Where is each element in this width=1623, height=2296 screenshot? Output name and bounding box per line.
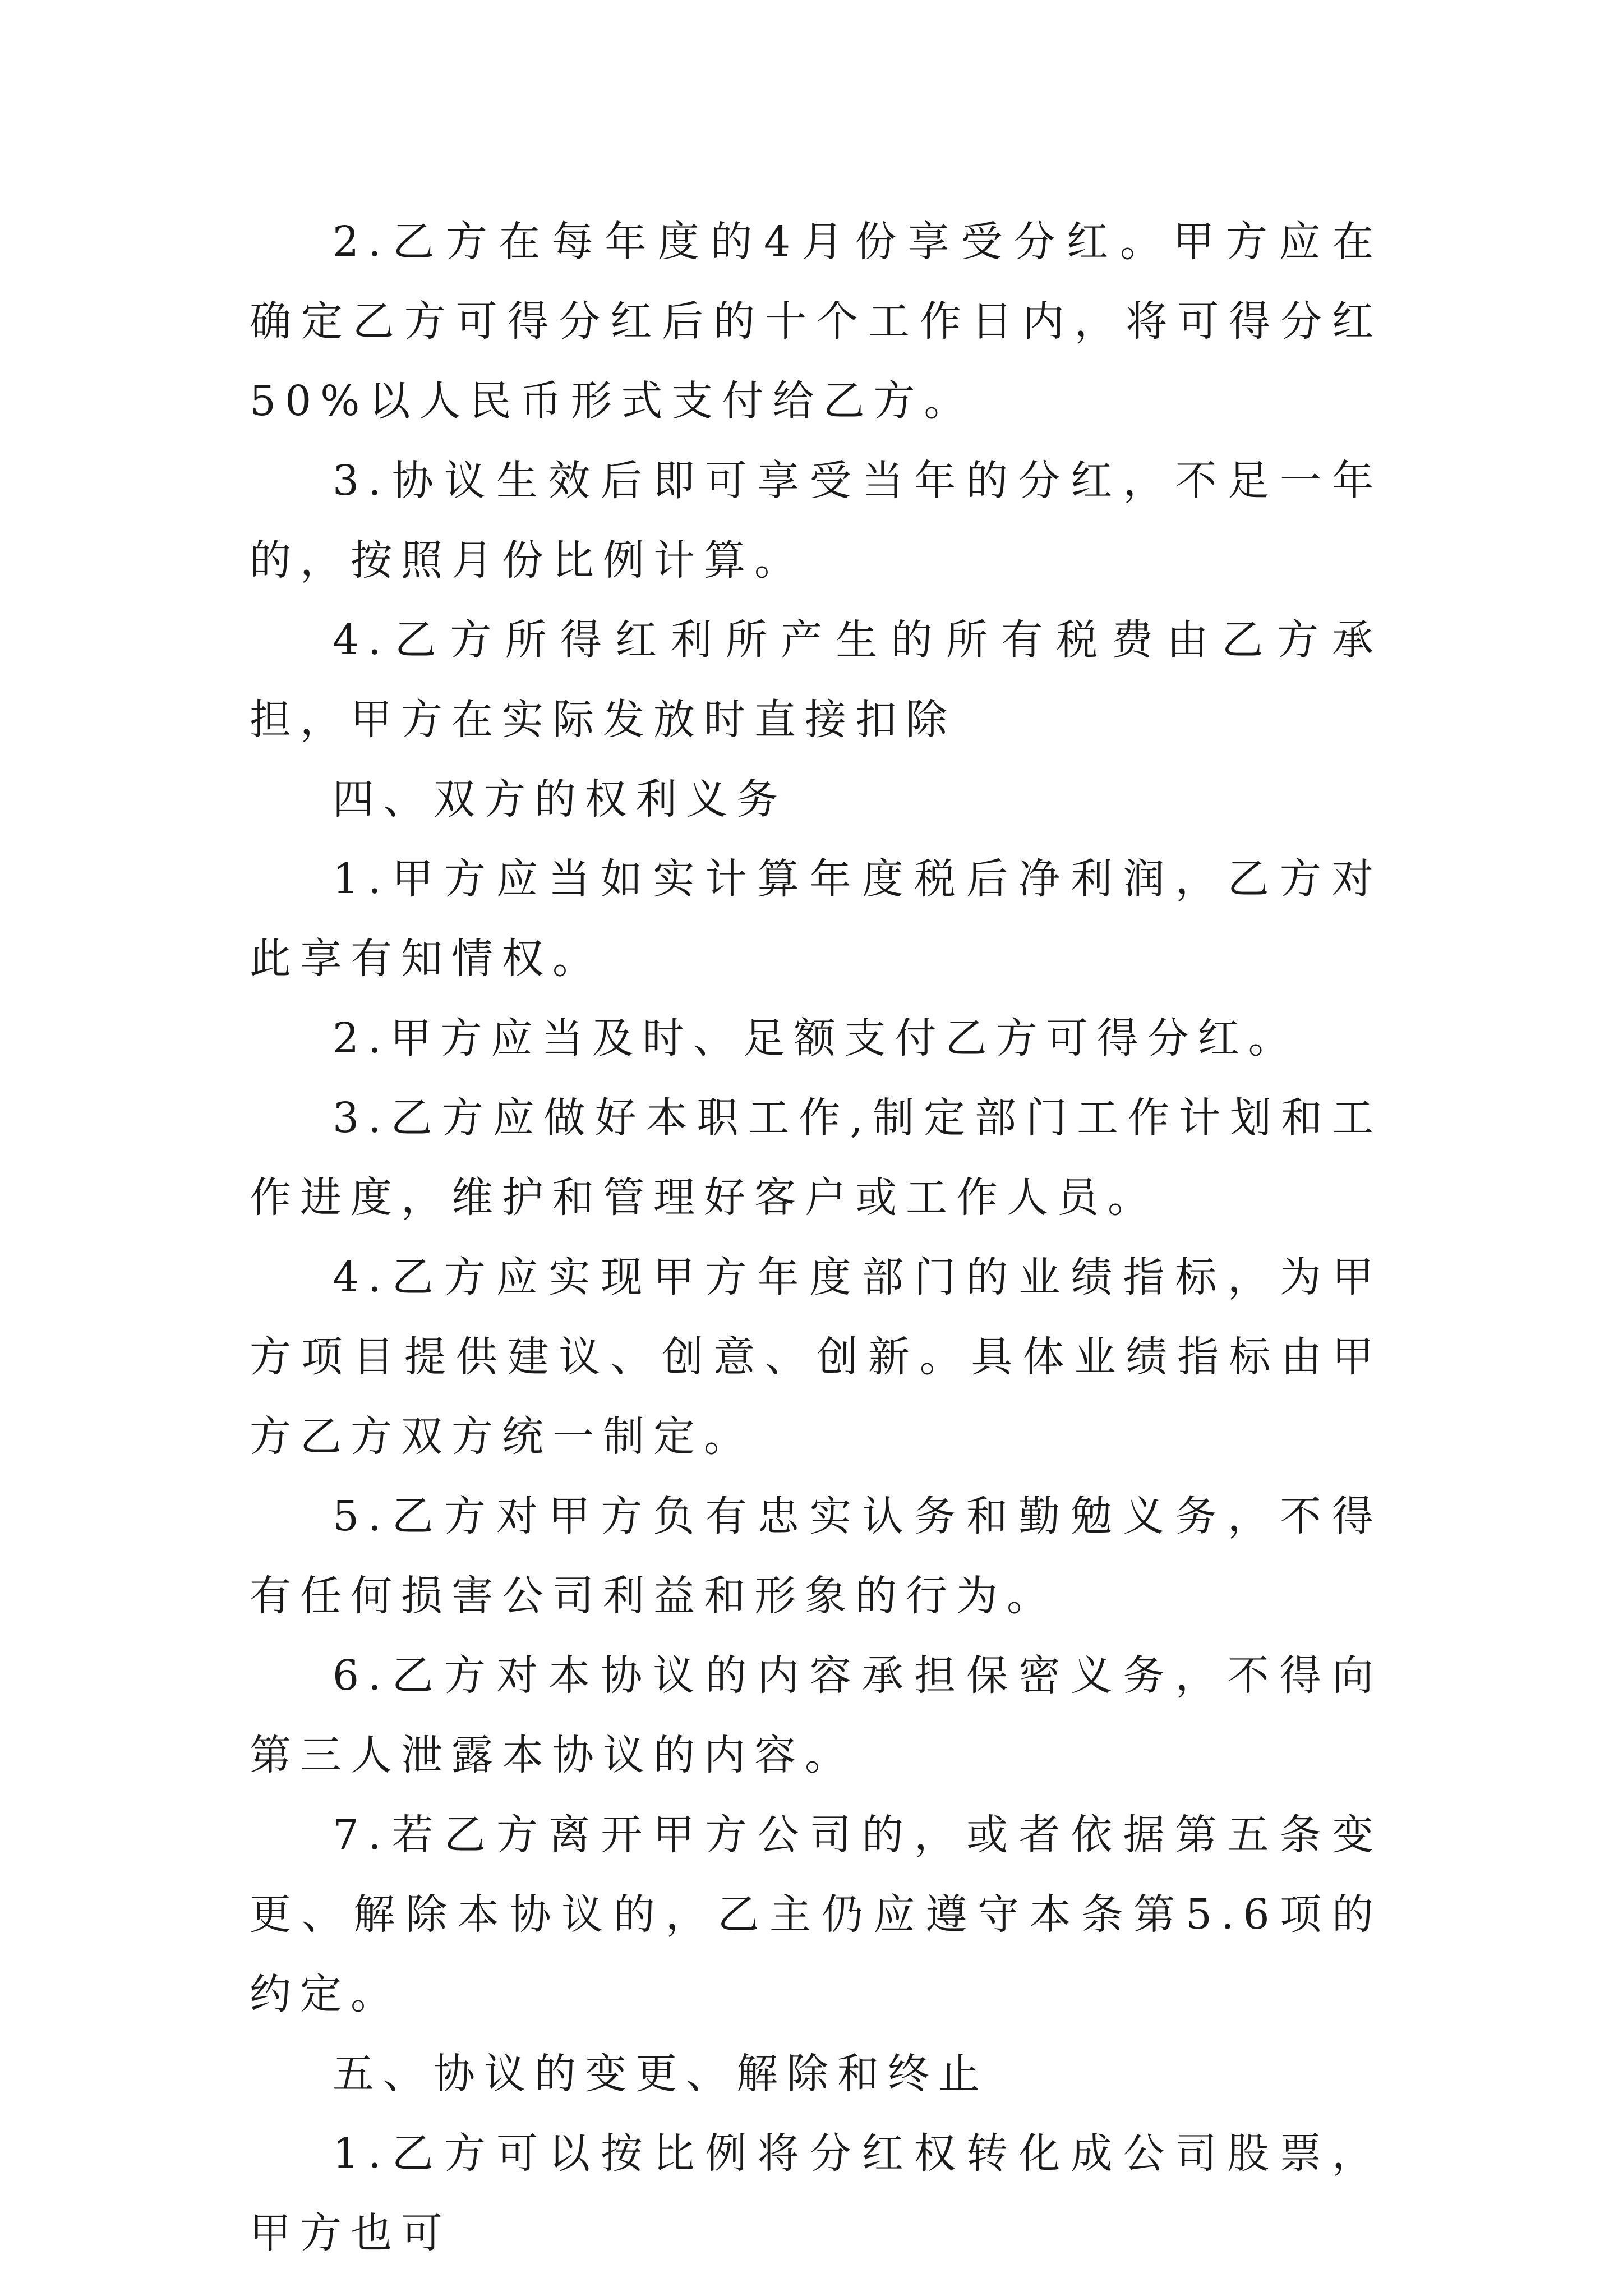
paragraph-duties: 3.乙方应做好本职工作,制定部门工作计划和工作进度，维护和管理好客户或工作人员。 bbox=[250, 1094, 1382, 1222]
section-heading-rights-obligations: 四、双方的权利义务 bbox=[333, 775, 787, 823]
paragraph-conversion-to-shares: 1.乙方可以按比例将分红权转化成公司股票，甲方也可 bbox=[250, 2129, 1382, 2257]
paragraph-tax-responsibility: 4.乙方所得红利所产生的所有税费由乙方承担，甲方在实际发放时直接扣除 bbox=[250, 616, 1382, 744]
paragraph-loyalty: 5.乙方对甲方负有忠实认务和勤勉义务，不得有任何损害公司利益和形象的行为。 bbox=[250, 1492, 1382, 1620]
document-body bbox=[250, 202, 1382, 2273]
section-heading-amendment-termination: 五、协议的变更、解除和终止 bbox=[333, 2050, 989, 2098]
paragraph-confidentiality: 6.乙方对本协议的内容承担保密义务，不得向第三人泄露本协议的内容。 bbox=[250, 1651, 1382, 1779]
paragraph-dividend-timing: 2.乙方在每年度的4月份享受分红。甲方应在确定乙方可得分红后的十个工作日内，将可得分红50%以人民币形式支付给乙方。 bbox=[250, 218, 1382, 425]
paragraph-right-to-know: 1.甲方应当如实计算年度税后净利润，乙方对此享有知情权。 bbox=[250, 855, 1382, 983]
paragraph-performance-targets: 4.乙方应实现甲方年度部门的业绩指标，为甲方项目提供建议、创意、创新。具体业绩指标由甲方乙方双方统一制定。 bbox=[250, 1253, 1382, 1461]
paragraph-timely-payment: 2.甲方应当及时、足额支付乙方可得分红。 bbox=[333, 1014, 1299, 1062]
paragraph-post-departure: 7.若乙方离开甲方公司的，或者依据第五条变更、解除本协议的，乙主仍应遵守本条第5.6项的约定。 bbox=[250, 1811, 1382, 2018]
paragraph-effective-dividend: 3.协议生效后即可享受当年的分红，不足一年的，按照月份比例计算。 bbox=[250, 457, 1382, 585]
